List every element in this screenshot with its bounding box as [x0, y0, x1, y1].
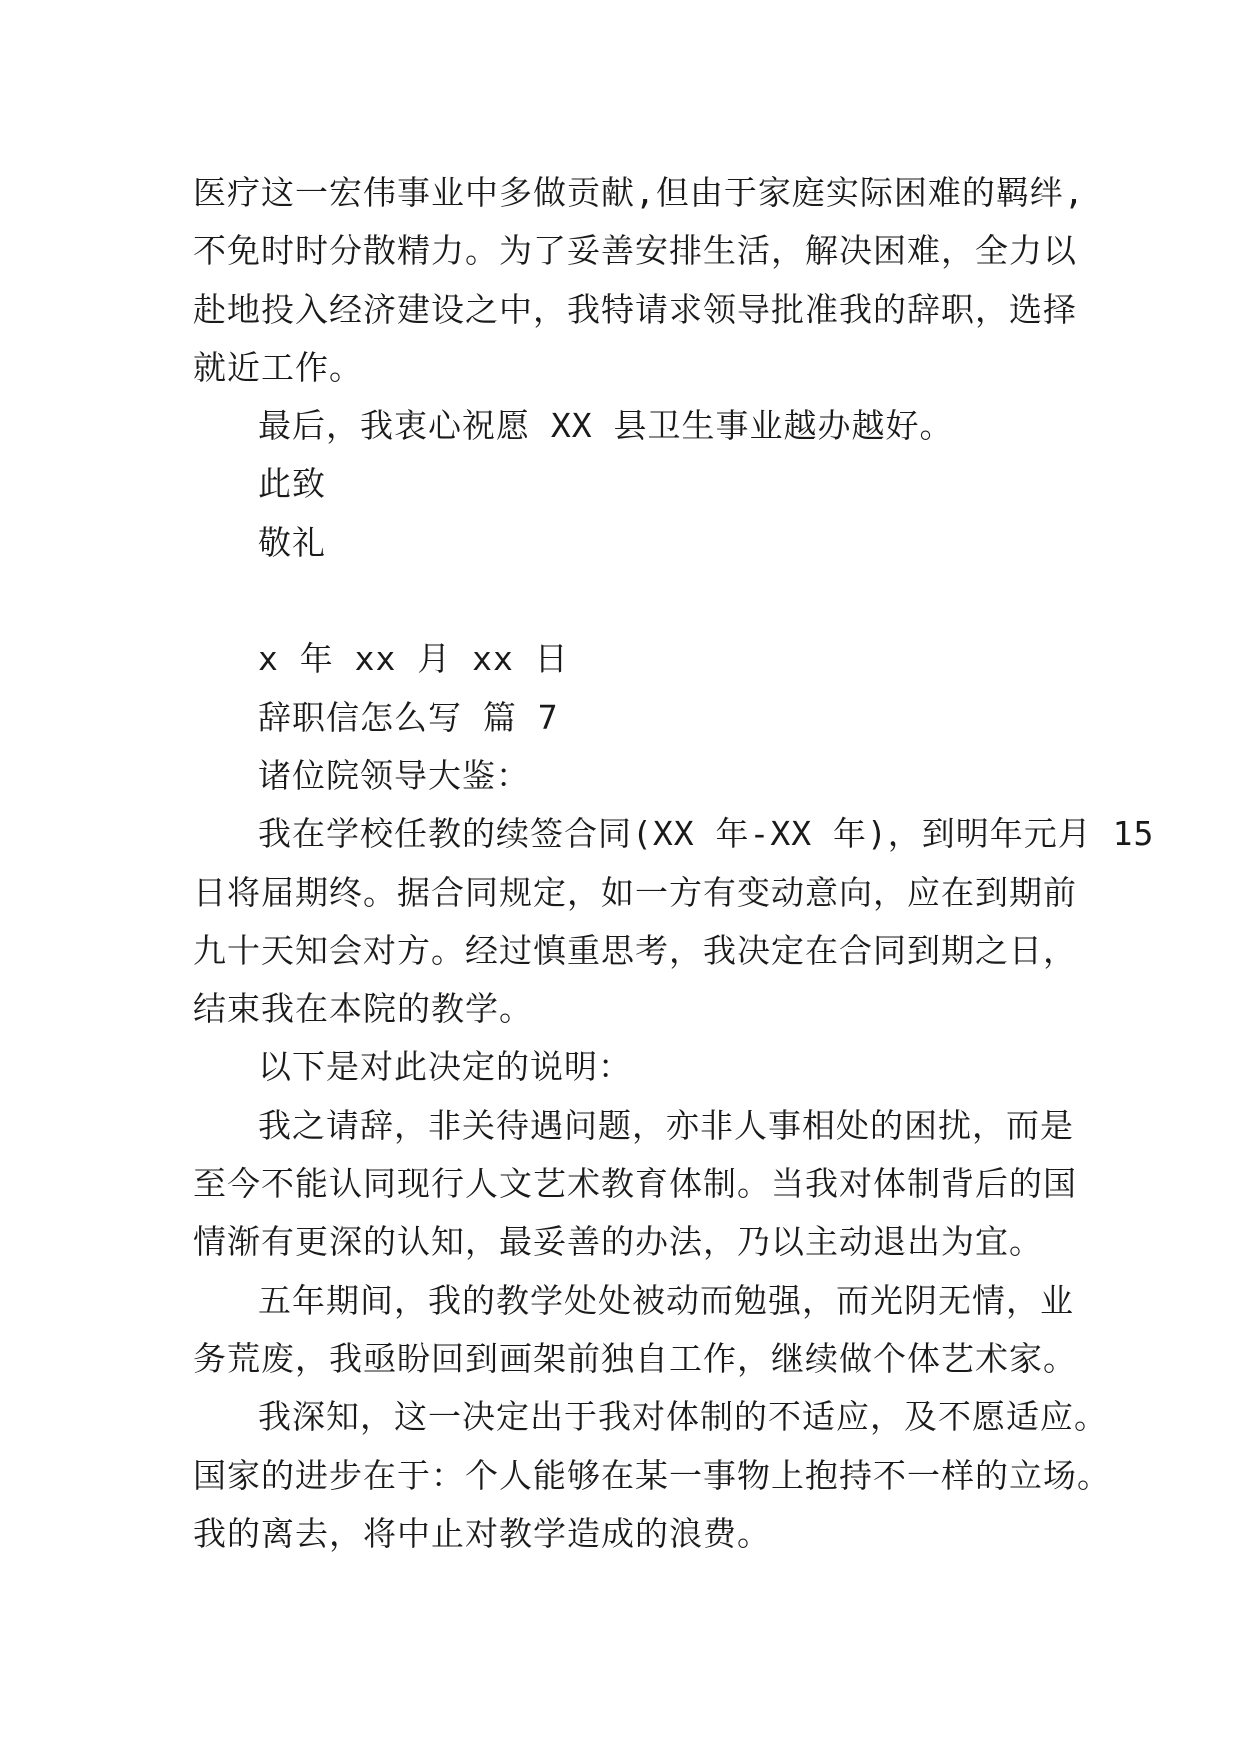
text-line: 我深知，这一决定出于我对体制的不适应，及不愿适应。: [258, 1397, 1108, 1437]
greeting: 诸位院领导大鉴：: [258, 755, 530, 795]
text-line: 五年期间，我的教学处处被动而勉强，而光阴无情，业: [258, 1280, 1074, 1320]
text-line: 至今不能认同现行人文艺术教育体制。当我对体制背后的国: [193, 1164, 1077, 1204]
text-line: 以下是对此决定的说明：: [258, 1047, 632, 1087]
text-line: 医疗这一宏伟事业中多做贡献,但由于家庭实际困难的羁绊,: [193, 173, 1085, 212]
closing-wish: 最后，我衷心祝愿 XX 县卫生事业越办越好。: [258, 406, 954, 446]
text-line: 结束我在本院的教学。: [193, 989, 533, 1029]
section-heading: 辞职信怎么写 篇 7: [258, 697, 559, 737]
text-line: 日将届期终。据合同规定，如一方有变动意向，应在到期前: [193, 872, 1077, 912]
text-line: 国家的进步在于：个人能够在某一事物上抱持不一样的立场。: [193, 1455, 1111, 1495]
text-line: 九十天知会对方。经过慎重思考，我决定在合同到期之日，: [193, 930, 1077, 970]
text-line: 我之请辞，非关待遇问题，亦非人事相处的困扰，而是: [258, 1105, 1074, 1145]
text-line: 我在学校任教的续签合同(XX 年-XX 年)，到明年元月 15: [258, 814, 1155, 854]
blank-line: [193, 572, 1073, 630]
date-line: x 年 xx 月 xx 日: [258, 639, 569, 679]
text-line: 不免时时分散精力。为了妥善安排生活，解决困难，全力以: [193, 231, 1077, 271]
text-line: 我的离去，将中止对教学造成的浪费。: [193, 1513, 771, 1553]
letter-body: [193, 164, 1155, 1563]
text-line: 情渐有更深的认知，最妥善的办法，乃以主动退出为宜。: [193, 1222, 1043, 1262]
salutation-jingli: 敬礼: [258, 522, 326, 562]
text-line: 赴地投入经济建设之中，我特请求领导批准我的辞职，选择: [193, 289, 1077, 329]
text-line: 就近工作。: [193, 347, 363, 387]
text-line: 务荒废，我亟盼回到画架前独自工作，继续做个体艺术家。: [193, 1338, 1077, 1378]
salutation-cizhi: 此致: [258, 464, 326, 504]
